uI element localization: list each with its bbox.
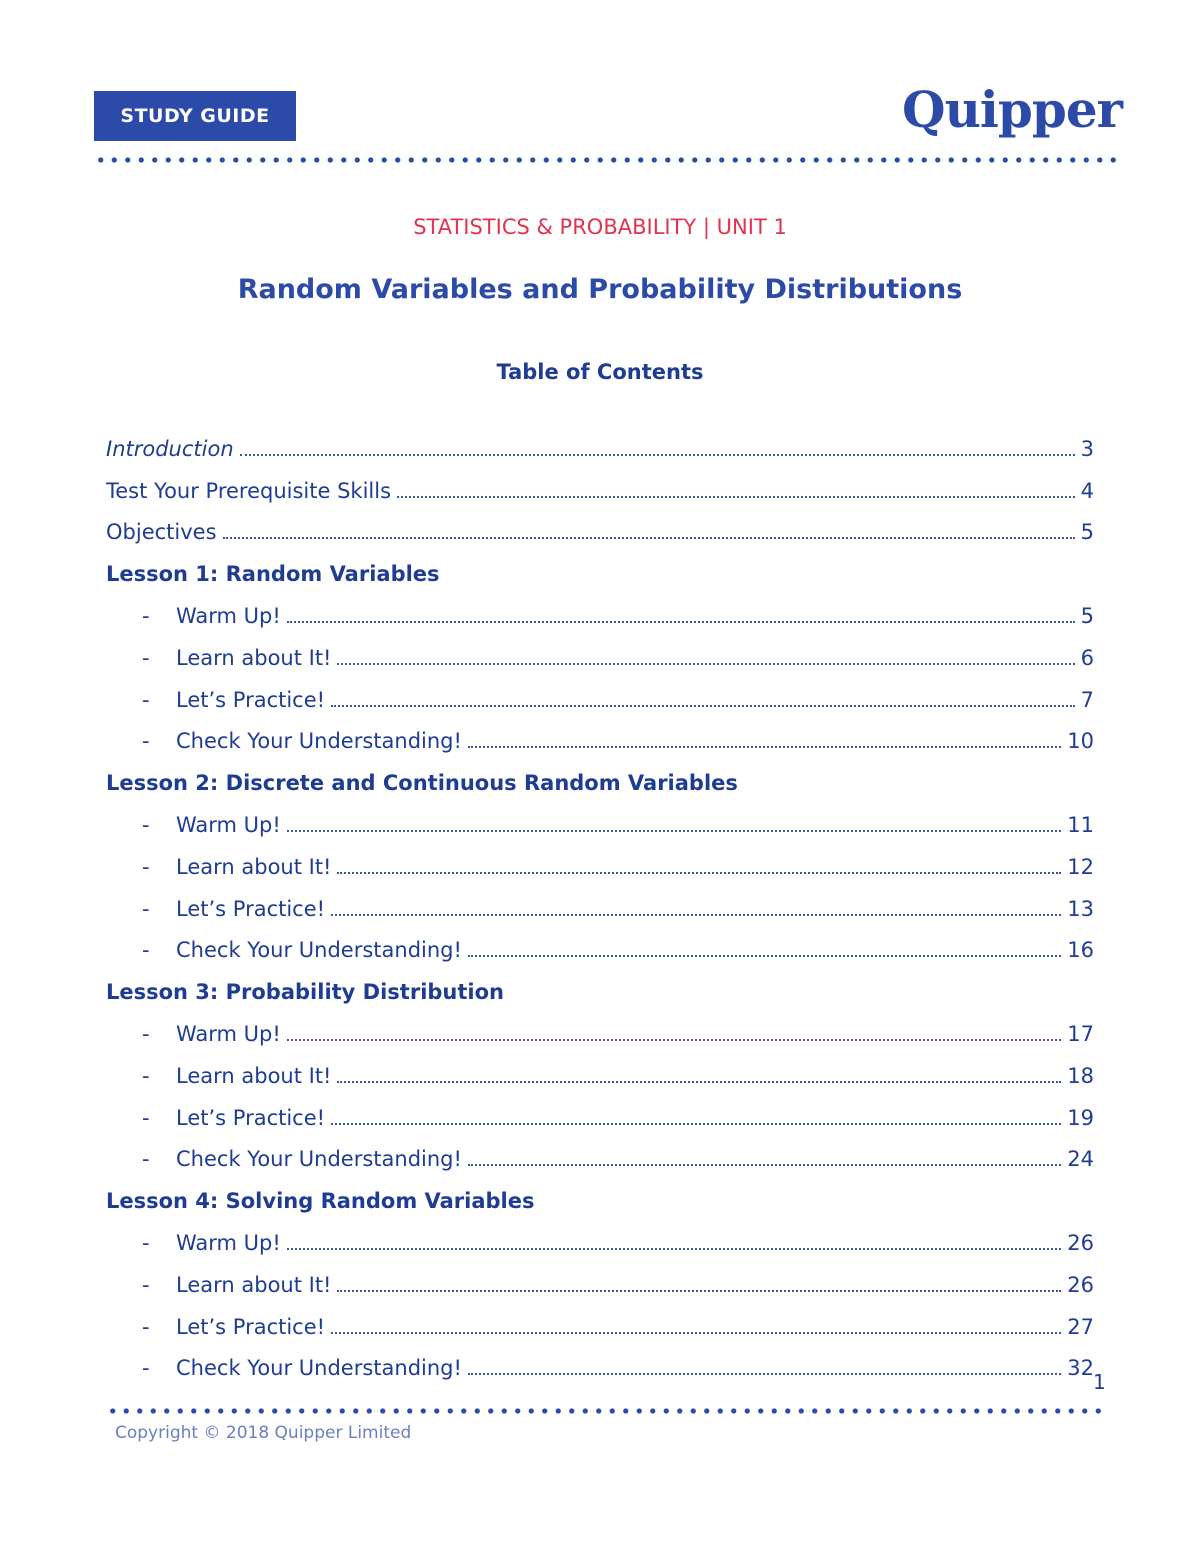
toc-dot-leader: [240, 454, 1075, 456]
toc-page-number: 26: [1067, 1231, 1094, 1256]
toc-entry: [106, 512, 1094, 554]
toc-label: Warm Up!: [176, 813, 281, 838]
toc-page-number: 5: [1080, 604, 1094, 629]
toc-page-number: 16: [1067, 938, 1094, 963]
toc-label: Warm Up!: [176, 604, 281, 629]
toc-lesson-heading: [106, 971, 1094, 1013]
toc-page-number: 13: [1067, 896, 1094, 921]
toc-dot-leader: [331, 705, 1075, 707]
toc-dot-leader: [287, 1248, 1061, 1250]
toc-dot-leader: [223, 537, 1075, 539]
toc-entry: [106, 721, 1094, 763]
toc-dot-leader: [337, 1290, 1061, 1292]
toc-entry: [106, 637, 1094, 679]
toc-entry: [106, 428, 1094, 470]
toc-entry: [106, 679, 1094, 721]
toc-page-number: 7: [1080, 687, 1094, 712]
toc-label: Lesson 4: Solving Random Variables: [106, 1189, 535, 1214]
toc-dot-leader: [397, 496, 1075, 498]
toc-dot-leader: [331, 914, 1061, 916]
toc-bullet: -: [142, 1063, 150, 1088]
toc-dot-leader: [468, 1164, 1061, 1166]
toc-label: Learn about It!: [176, 1272, 332, 1297]
copyright-notice: Copyright © 2018 Quipper Limited: [115, 1423, 412, 1443]
toc-entry: [106, 595, 1094, 637]
toc-bullet: -: [142, 1147, 150, 1172]
toc-page-number: 19: [1067, 1105, 1094, 1130]
page-number: 1: [1093, 1370, 1106, 1394]
toc-entry: [106, 1222, 1094, 1264]
toc-dot-leader: [337, 1081, 1061, 1083]
toc-bullet: -: [142, 813, 150, 838]
toc-entry: [106, 930, 1094, 972]
toc-page-number: 32: [1067, 1356, 1094, 1381]
toc-bullet: -: [142, 604, 150, 629]
toc-bullet: -: [142, 854, 150, 879]
toc-page-number: 10: [1067, 729, 1094, 754]
study-guide-badge: STUDY GUIDE: [94, 91, 296, 141]
toc-bullet: -: [142, 1022, 150, 1047]
toc-page-number: 4: [1080, 478, 1094, 503]
toc-bullet: -: [142, 1356, 150, 1381]
toc-page-number: 24: [1067, 1147, 1094, 1172]
toc-label: Learn about It!: [176, 1063, 332, 1088]
toc-label: Let’s Practice!: [176, 687, 326, 712]
toc-page-number: 6: [1080, 645, 1094, 670]
toc-page-number: 26: [1067, 1272, 1094, 1297]
toc-label: Let’s Practice!: [176, 1314, 326, 1339]
toc-bullet: -: [142, 729, 150, 754]
toc-page-number: 18: [1067, 1063, 1094, 1088]
toc-lesson-heading: [106, 553, 1094, 595]
toc-dot-leader: [468, 746, 1061, 748]
toc-bullet: -: [142, 896, 150, 921]
header-dotted-divider: [94, 157, 1122, 163]
toc-entry: [106, 1013, 1094, 1055]
toc-dot-leader: [287, 1039, 1061, 1041]
toc-dot-leader: [337, 663, 1074, 665]
toc-label: Objectives: [106, 520, 217, 545]
toc-entry: [106, 888, 1094, 930]
toc-dot-leader: [331, 1123, 1061, 1125]
toc-page-number: 27: [1067, 1314, 1094, 1339]
toc-label: Introduction: [106, 436, 234, 461]
toc-bullet: -: [142, 1314, 150, 1339]
toc-bullet: -: [142, 1105, 150, 1130]
toc-entry: [106, 1139, 1094, 1181]
toc-dot-leader: [468, 1373, 1061, 1375]
subject-unit-label: STATISTICS & PROBABILITY | UNIT 1: [413, 215, 787, 239]
toc-label: Check Your Understanding!: [176, 1356, 462, 1381]
toc-page-number: 17: [1067, 1022, 1094, 1047]
toc-heading: Table of Contents: [496, 360, 704, 384]
toc-label: Check Your Understanding!: [176, 938, 462, 963]
toc-bullet: -: [142, 938, 150, 963]
toc-label: Learn about It!: [176, 645, 332, 670]
toc-dot-leader: [331, 1332, 1061, 1334]
toc-page-number: 11: [1067, 813, 1094, 838]
toc-entry: [106, 1055, 1094, 1097]
toc-entry: [106, 846, 1094, 888]
toc-dot-leader: [287, 621, 1075, 623]
toc-label: Lesson 3: Probability Distribution: [106, 980, 504, 1005]
toc-label: Lesson 1: Random Variables: [106, 562, 440, 587]
toc-bullet: -: [142, 645, 150, 670]
footer-dotted-divider: [106, 1408, 1104, 1414]
toc-label: Learn about It!: [176, 854, 332, 879]
toc-label: Check Your Understanding!: [176, 1147, 462, 1172]
toc-lesson-heading: [106, 1180, 1094, 1222]
table-of-contents: [106, 428, 1094, 1389]
toc-bullet: -: [142, 1272, 150, 1297]
toc-page-number: 5: [1080, 520, 1094, 545]
document-title: Random Variables and Probability Distributions: [237, 274, 963, 305]
quipper-logo: Quipper: [902, 80, 1122, 139]
toc-entry: [106, 1348, 1094, 1390]
toc-label: Warm Up!: [176, 1231, 281, 1256]
toc-bullet: -: [142, 1231, 150, 1256]
toc-label: Check Your Understanding!: [176, 729, 462, 754]
toc-entry: [106, 1306, 1094, 1348]
toc-entry: [106, 1097, 1094, 1139]
toc-entry: [106, 804, 1094, 846]
toc-dot-leader: [287, 830, 1061, 832]
toc-dot-leader: [468, 955, 1061, 957]
toc-label: Warm Up!: [176, 1022, 281, 1047]
toc-lesson-heading: [106, 762, 1094, 804]
toc-page-number: 3: [1080, 436, 1094, 461]
toc-label: Lesson 2: Discrete and Continuous Random Variables: [106, 771, 738, 796]
toc-entry: [106, 470, 1094, 512]
toc-dot-leader: [337, 872, 1061, 874]
toc-label: Let’s Practice!: [176, 1105, 326, 1130]
toc-label: Let’s Practice!: [176, 896, 326, 921]
toc-bullet: -: [142, 687, 150, 712]
toc-page-number: 12: [1067, 854, 1094, 879]
toc-entry: [106, 1264, 1094, 1306]
toc-label: Test Your Prerequisite Skills: [106, 478, 392, 503]
